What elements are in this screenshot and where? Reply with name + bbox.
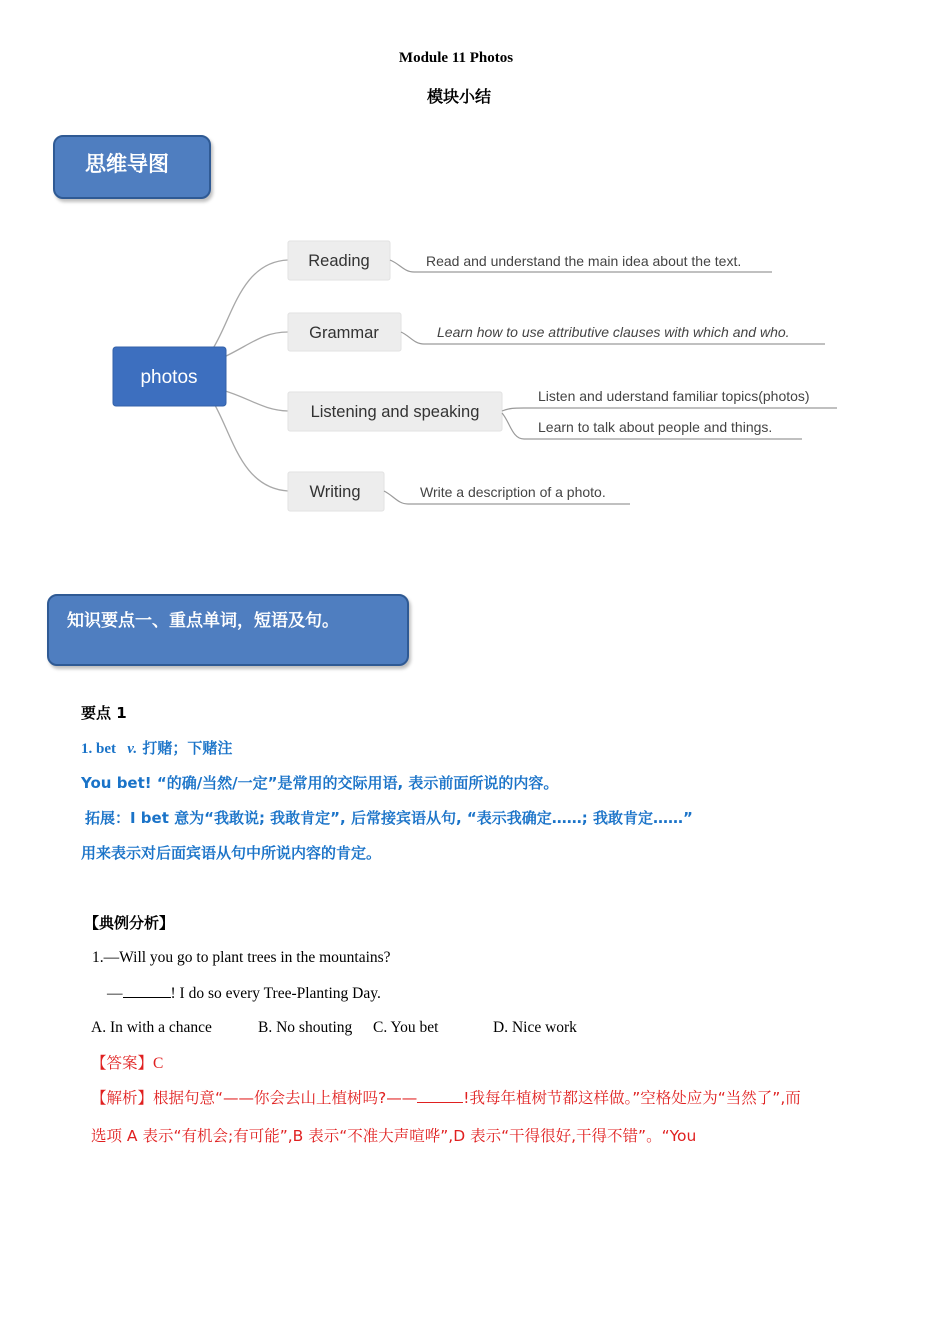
option-b: B. No shouting [258, 1019, 353, 1036]
analysis-label: 【解析】 [91, 1089, 154, 1107]
word-meaning: 打赌；下赌注 [142, 739, 233, 757]
detail-listening-1: Learn to talk about people and things. [538, 419, 773, 435]
section-key-points-header [47, 594, 409, 666]
section-mindmap-header [53, 135, 211, 199]
answer-blank [123, 983, 171, 998]
detail-grammar-0: Learn how to use attributive clauses with which and who. [437, 324, 790, 340]
detail-listening-0: Listen and uderstand familiar topics(photos) [538, 388, 810, 404]
root-node-label: photos [140, 367, 198, 388]
mind-map [0, 220, 950, 520]
analysis-text-b: !我每年植树节都这样做。”空格处应为“当然了”,而 [463, 1089, 801, 1107]
section-key-points-label: 知识要点一、重点单词，短语及句。 [67, 611, 339, 631]
word-entry-bet [81, 738, 232, 759]
analysis-line-2: 选项 A 表示“有机会;有可能”,B 表示“不准大声喧哗”,D 表示“干得很好,干得不错”。“You [91, 1127, 697, 1145]
branch-label-writing: Writing [309, 483, 361, 501]
reply-dash: — [107, 985, 123, 1002]
example-reply [107, 983, 381, 1004]
extension-line: 拓展：I bet 意为“我敢说; 我敢肯定”, 后常接宾语从句, “表示我确定……; 我敢肯定……” [85, 809, 693, 827]
option-d: D. Nice work [493, 1019, 577, 1036]
answer-line [91, 1053, 163, 1074]
analysis-line-1 [91, 1088, 801, 1108]
reply-text: ! I do so every Tree-Planting Day. [170, 985, 381, 1002]
detail-writing-0: Write a description of a photo. [420, 484, 606, 500]
connector-grammar [222, 332, 288, 358]
answer-label: 【答案】 [91, 1054, 154, 1072]
extension-line-2: 用来表示对后面宾语从句中所说内容的肯定。 [81, 844, 382, 862]
usage-line: You bet! “的确/当然/一定”是常用的交际用语, 表示前面所说的内容。 [81, 774, 559, 792]
branch-label-listening: Listening and speaking [310, 403, 480, 421]
option-a: A. In with a chance [91, 1019, 212, 1036]
word-pos: v. [127, 741, 138, 757]
section-mindmap-label: 思维导图 [85, 152, 169, 176]
document-title: Module 11 Photos [398, 50, 514, 66]
example-heading: 【典例分析】 [84, 914, 175, 932]
word-number: 1. bet [81, 741, 116, 757]
example-question: 1.—Will you go to plant trees in the mountains? [92, 949, 391, 966]
detail-connector-listening-0 [502, 408, 837, 411]
option-c: C. You bet [373, 1019, 439, 1036]
answer-value: C [153, 1055, 164, 1072]
analysis-text-a: 根据句意“——你会去山上植树吗?—— [153, 1089, 418, 1107]
connector-listening [222, 390, 288, 411]
connector-writing [212, 400, 288, 491]
document-subtitle: 模块小结 [426, 87, 491, 106]
point-heading: 要点 1 [81, 704, 127, 722]
branch-label-reading: Reading [308, 252, 370, 270]
analysis-blank [417, 1088, 463, 1103]
connector-reading [212, 260, 288, 350]
detail-reading-0: Read and understand the main idea about the text. [426, 253, 742, 269]
branch-label-grammar: Grammar [309, 324, 379, 342]
